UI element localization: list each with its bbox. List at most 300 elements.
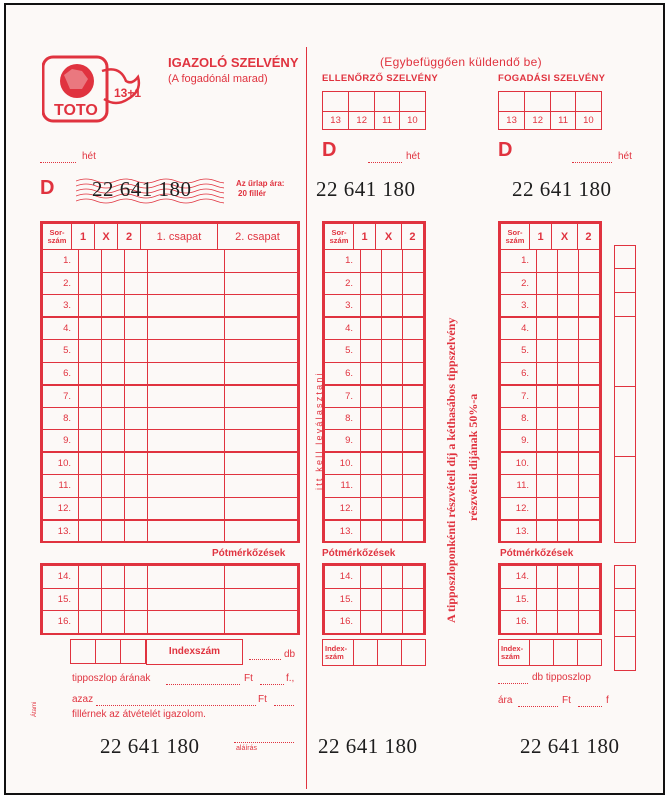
right-line2-dots1 bbox=[518, 706, 558, 707]
tip-cell[interactable] bbox=[102, 272, 125, 295]
tip-cell[interactable] bbox=[148, 430, 225, 453]
tip-cell[interactable] bbox=[225, 566, 298, 589]
tip-cell[interactable] bbox=[125, 295, 148, 318]
table-row bbox=[501, 362, 600, 385]
tip-cell[interactable] bbox=[225, 272, 298, 295]
right-index-box[interactable] bbox=[554, 640, 578, 666]
row-number: 12. bbox=[43, 497, 79, 520]
tip-cell[interactable] bbox=[579, 295, 600, 318]
right-strip-main[interactable] bbox=[614, 245, 636, 543]
index-box-1[interactable] bbox=[71, 640, 96, 664]
table-row bbox=[325, 340, 424, 363]
tip-cell[interactable] bbox=[537, 250, 558, 273]
signature-label: aláírás bbox=[236, 745, 258, 752]
tip-cell[interactable] bbox=[225, 362, 298, 385]
table-row bbox=[501, 520, 600, 543]
tip-cell[interactable] bbox=[125, 520, 148, 543]
tip-cell[interactable] bbox=[537, 385, 558, 408]
tip-cell[interactable] bbox=[225, 611, 298, 634]
tip-cell[interactable] bbox=[558, 566, 579, 589]
tip-cell[interactable] bbox=[225, 430, 298, 453]
tip-cell[interactable] bbox=[79, 250, 102, 273]
table-row bbox=[501, 250, 600, 273]
left-line2-b: Ft bbox=[258, 694, 267, 705]
tip-cell[interactable] bbox=[403, 272, 424, 295]
tip-cell[interactable] bbox=[79, 520, 102, 543]
tip-cell[interactable] bbox=[148, 340, 225, 363]
tip-cell[interactable] bbox=[537, 317, 558, 340]
right-extra-title: Pótmérkőzések bbox=[500, 548, 574, 559]
tip-cell[interactable] bbox=[382, 407, 403, 430]
tip-cell[interactable] bbox=[102, 317, 125, 340]
tip-cell[interactable] bbox=[125, 611, 148, 634]
tip-cell[interactable] bbox=[382, 520, 403, 543]
row-number: 5. bbox=[501, 340, 537, 363]
tip-cell[interactable] bbox=[361, 520, 382, 543]
table-row bbox=[501, 497, 600, 520]
tip-cell[interactable] bbox=[79, 272, 102, 295]
tip-cell[interactable] bbox=[558, 430, 579, 453]
left-line3: fillérnek az átvételét igazolom. bbox=[72, 709, 206, 720]
tip-cell[interactable] bbox=[79, 475, 102, 498]
tip-cell[interactable] bbox=[579, 497, 600, 520]
tip-cell[interactable] bbox=[403, 295, 424, 318]
tip-cell[interactable] bbox=[125, 588, 148, 611]
tip-cell[interactable] bbox=[403, 452, 424, 475]
tip-cell[interactable] bbox=[579, 362, 600, 385]
tip-cell[interactable] bbox=[579, 250, 600, 273]
middle-extra-rows-table bbox=[324, 565, 424, 634]
tip-cell[interactable] bbox=[102, 407, 125, 430]
tip-cell[interactable] bbox=[125, 407, 148, 430]
right-week-box-2[interactable] bbox=[525, 92, 551, 112]
left-subtitle: (A fogadónál marad) bbox=[168, 73, 268, 85]
tip-cell[interactable] bbox=[558, 385, 579, 408]
table-row bbox=[43, 566, 298, 589]
middle-index-box[interactable] bbox=[354, 640, 378, 666]
tip-cell[interactable] bbox=[225, 340, 298, 363]
left-index-label-box bbox=[146, 639, 243, 665]
right-line2-b: Ft bbox=[562, 695, 571, 706]
middle-index-box[interactable] bbox=[402, 640, 426, 666]
tip-cell[interactable] bbox=[148, 272, 225, 295]
tip-cell[interactable] bbox=[382, 317, 403, 340]
tip-cell[interactable] bbox=[148, 295, 225, 318]
row-number: 14. bbox=[325, 566, 361, 589]
right-db-dots bbox=[498, 683, 528, 684]
price-note-line1: Az űrlap ára: bbox=[236, 179, 285, 188]
left-db-label: db bbox=[284, 649, 296, 660]
right-line1: db tipposzlop bbox=[532, 672, 591, 683]
row-number: 13. bbox=[501, 520, 537, 543]
tip-cell[interactable] bbox=[403, 520, 424, 543]
strip-div bbox=[615, 316, 635, 317]
left-line1-dots1 bbox=[166, 684, 240, 685]
tip-cell[interactable] bbox=[125, 475, 148, 498]
table-row bbox=[43, 272, 298, 295]
tip-cell[interactable] bbox=[537, 452, 558, 475]
table-row bbox=[43, 430, 298, 453]
tip-cell[interactable] bbox=[382, 452, 403, 475]
tip-cell[interactable] bbox=[579, 385, 600, 408]
tip-cell[interactable] bbox=[102, 497, 125, 520]
table-row bbox=[325, 566, 424, 589]
left-week-dots bbox=[40, 162, 76, 163]
table-row bbox=[501, 452, 600, 475]
table-row bbox=[43, 497, 298, 520]
tip-cell[interactable] bbox=[125, 317, 148, 340]
tip-cell[interactable] bbox=[382, 340, 403, 363]
tip-cell[interactable] bbox=[382, 385, 403, 408]
tip-cell[interactable] bbox=[403, 362, 424, 385]
table-row bbox=[501, 566, 600, 589]
middle-col-2: 2 bbox=[401, 224, 423, 250]
tip-cell[interactable] bbox=[102, 385, 125, 408]
middle-top-note: (Egybefüggően küldendő be) bbox=[380, 55, 542, 69]
tip-cell[interactable] bbox=[558, 295, 579, 318]
tip-cell[interactable] bbox=[225, 520, 298, 543]
tip-cell[interactable] bbox=[382, 497, 403, 520]
tip-cell[interactable] bbox=[537, 497, 558, 520]
tip-cell[interactable] bbox=[102, 475, 125, 498]
tip-cell[interactable] bbox=[225, 317, 298, 340]
tip-cell[interactable] bbox=[403, 430, 424, 453]
tip-cell[interactable] bbox=[79, 452, 102, 475]
middle-week-box-4[interactable] bbox=[399, 92, 425, 112]
tip-cell[interactable] bbox=[579, 407, 600, 430]
tip-cell[interactable] bbox=[403, 317, 424, 340]
right-sorszam-a: Sor- bbox=[507, 227, 523, 237]
tip-cell[interactable] bbox=[79, 566, 102, 589]
right-week-digit: 11 bbox=[551, 112, 576, 130]
middle-header bbox=[324, 223, 424, 250]
tip-cell[interactable] bbox=[225, 497, 298, 520]
tip-cell[interactable] bbox=[579, 566, 600, 589]
tip-cell[interactable] bbox=[579, 430, 600, 453]
tip-cell[interactable] bbox=[382, 362, 403, 385]
tip-cell[interactable] bbox=[125, 385, 148, 408]
tip-cell[interactable] bbox=[537, 566, 558, 589]
row-number: 13. bbox=[325, 520, 361, 543]
tip-cell[interactable] bbox=[79, 497, 102, 520]
tip-cell[interactable] bbox=[148, 520, 225, 543]
tip-cell[interactable] bbox=[102, 430, 125, 453]
tip-cell[interactable] bbox=[361, 611, 382, 634]
logo-letters: TOTO bbox=[54, 102, 98, 119]
tip-cell[interactable] bbox=[537, 588, 558, 611]
tip-cell[interactable] bbox=[537, 407, 558, 430]
tip-cell[interactable] bbox=[125, 340, 148, 363]
right-col-x: X bbox=[552, 224, 578, 250]
middle-rows-table bbox=[324, 249, 424, 543]
tip-cell[interactable] bbox=[579, 475, 600, 498]
table-row bbox=[501, 385, 600, 408]
index-box-2[interactable] bbox=[96, 640, 121, 664]
row-number: 2. bbox=[501, 272, 537, 295]
tip-cell[interactable] bbox=[79, 295, 102, 318]
row-number: 10. bbox=[501, 452, 537, 475]
tip-cell[interactable] bbox=[102, 452, 125, 475]
tip-cell[interactable] bbox=[361, 452, 382, 475]
tip-cell[interactable] bbox=[579, 611, 600, 634]
row-number: 1. bbox=[43, 250, 79, 273]
tip-cell[interactable] bbox=[361, 497, 382, 520]
index-box-3[interactable] bbox=[121, 640, 146, 664]
tip-cell[interactable] bbox=[382, 250, 403, 273]
tip-cell[interactable] bbox=[403, 475, 424, 498]
tip-cell[interactable] bbox=[403, 588, 424, 611]
vertical-note-line2: részvételi díjának 50%-a bbox=[466, 393, 480, 521]
tip-cell[interactable] bbox=[558, 452, 579, 475]
tip-cell[interactable] bbox=[225, 588, 298, 611]
tip-cell[interactable] bbox=[225, 452, 298, 475]
tip-cell[interactable] bbox=[148, 317, 225, 340]
tip-cell[interactable] bbox=[225, 250, 298, 273]
row-number: 16. bbox=[501, 611, 537, 634]
middle-week-digit: 12 bbox=[349, 112, 375, 130]
tip-cell[interactable] bbox=[537, 295, 558, 318]
tip-cell[interactable] bbox=[125, 430, 148, 453]
tip-cell[interactable] bbox=[148, 362, 225, 385]
tip-cell[interactable] bbox=[125, 362, 148, 385]
table-row bbox=[325, 385, 424, 408]
table-row bbox=[325, 362, 424, 385]
tip-cell[interactable] bbox=[148, 497, 225, 520]
tip-cell[interactable] bbox=[558, 272, 579, 295]
right-col-2: 2 bbox=[577, 224, 599, 250]
signature-dots bbox=[234, 742, 294, 743]
tip-cell[interactable] bbox=[537, 430, 558, 453]
tip-cell[interactable] bbox=[148, 452, 225, 475]
tip-cell[interactable] bbox=[79, 407, 102, 430]
tip-cell[interactable] bbox=[148, 250, 225, 273]
right-index-box[interactable] bbox=[578, 640, 602, 666]
tip-cell[interactable] bbox=[558, 475, 579, 498]
row-number: 14. bbox=[501, 566, 537, 589]
tip-cell[interactable] bbox=[79, 385, 102, 408]
tip-cell[interactable] bbox=[361, 407, 382, 430]
right-week-digit: 10 bbox=[575, 112, 601, 130]
table-row bbox=[501, 430, 600, 453]
tip-cell[interactable] bbox=[361, 340, 382, 363]
right-week-box-3[interactable] bbox=[551, 92, 576, 112]
middle-week-box-3[interactable] bbox=[375, 92, 400, 112]
tip-cell[interactable] bbox=[403, 407, 424, 430]
tip-cell[interactable] bbox=[102, 520, 125, 543]
middle-week-boxes bbox=[322, 91, 426, 130]
tip-cell[interactable] bbox=[361, 475, 382, 498]
tip-cell[interactable] bbox=[148, 475, 225, 498]
tip-cell[interactable] bbox=[382, 295, 403, 318]
tip-cell[interactable] bbox=[225, 385, 298, 408]
tip-cell[interactable] bbox=[148, 588, 225, 611]
tip-cell[interactable] bbox=[361, 250, 382, 273]
left-line1-c: f., bbox=[286, 673, 295, 684]
middle-week-digit: 13 bbox=[323, 112, 349, 130]
middle-week-box-1[interactable] bbox=[323, 92, 349, 112]
tip-cell[interactable] bbox=[579, 520, 600, 543]
tip-cell[interactable] bbox=[382, 566, 403, 589]
left-rows bbox=[42, 249, 298, 543]
right-strip-extra[interactable] bbox=[614, 565, 636, 671]
tip-cell[interactable] bbox=[403, 250, 424, 273]
tip-cell[interactable] bbox=[102, 362, 125, 385]
left-sorszam-a: Sor- bbox=[49, 227, 65, 237]
tip-cell[interactable] bbox=[225, 475, 298, 498]
strip-div bbox=[615, 588, 635, 589]
table-row bbox=[325, 588, 424, 611]
tip-cell[interactable] bbox=[79, 430, 102, 453]
tip-cell[interactable] bbox=[102, 340, 125, 363]
middle-col-x: X bbox=[376, 224, 402, 250]
tip-cell[interactable] bbox=[148, 407, 225, 430]
tip-cell[interactable] bbox=[558, 250, 579, 273]
row-number: 9. bbox=[325, 430, 361, 453]
middle-week-dots bbox=[368, 162, 402, 163]
tip-cell[interactable] bbox=[382, 611, 403, 634]
middle-extra-title: Pótmérkőzések bbox=[322, 548, 396, 559]
divider-left bbox=[306, 47, 307, 789]
table-row bbox=[325, 520, 424, 543]
tip-cell[interactable] bbox=[537, 611, 558, 634]
right-bottom-serial: 22 641 180 bbox=[520, 734, 620, 758]
right-week-box-4[interactable] bbox=[575, 92, 601, 112]
tip-cell[interactable] bbox=[361, 588, 382, 611]
tip-cell[interactable] bbox=[79, 611, 102, 634]
tip-cell[interactable] bbox=[579, 588, 600, 611]
row-number: 4. bbox=[501, 317, 537, 340]
tip-cell[interactable] bbox=[579, 317, 600, 340]
strip-div bbox=[615, 292, 635, 293]
tip-cell[interactable] bbox=[558, 520, 579, 543]
tip-cell[interactable] bbox=[125, 566, 148, 589]
tip-cell[interactable] bbox=[361, 566, 382, 589]
right-week-boxes bbox=[498, 91, 602, 130]
tip-cell[interactable] bbox=[403, 497, 424, 520]
tip-cell[interactable] bbox=[148, 385, 225, 408]
tip-cell[interactable] bbox=[403, 566, 424, 589]
tip-cell[interactable] bbox=[579, 340, 600, 363]
table-row bbox=[43, 340, 298, 363]
row-number: 6. bbox=[325, 362, 361, 385]
row-number: 3. bbox=[325, 295, 361, 318]
table-row bbox=[501, 475, 600, 498]
tip-cell[interactable] bbox=[148, 611, 225, 634]
left-side-small: Átami bbox=[32, 701, 38, 717]
middle-serial: 22 641 180 bbox=[316, 177, 416, 201]
tip-cell[interactable] bbox=[361, 295, 382, 318]
tip-cell[interactable] bbox=[579, 452, 600, 475]
tip-cell[interactable] bbox=[558, 497, 579, 520]
tip-cell[interactable] bbox=[102, 588, 125, 611]
tip-cell[interactable] bbox=[102, 295, 125, 318]
row-number: 7. bbox=[501, 385, 537, 408]
tip-cell[interactable] bbox=[125, 272, 148, 295]
tip-cell[interactable] bbox=[79, 588, 102, 611]
tip-cell[interactable] bbox=[537, 520, 558, 543]
tip-cell[interactable] bbox=[403, 611, 424, 634]
table-row bbox=[325, 475, 424, 498]
tip-cell[interactable] bbox=[537, 362, 558, 385]
right-week-box-1[interactable] bbox=[499, 92, 525, 112]
strip-div bbox=[615, 610, 635, 611]
tip-cell[interactable] bbox=[125, 250, 148, 273]
tip-cell[interactable] bbox=[558, 317, 579, 340]
tip-cell[interactable] bbox=[361, 272, 382, 295]
tip-cell[interactable] bbox=[361, 385, 382, 408]
right-index-table bbox=[498, 639, 602, 666]
tip-cell[interactable] bbox=[403, 385, 424, 408]
tip-cell[interactable] bbox=[537, 340, 558, 363]
table-row bbox=[501, 295, 600, 318]
left-extra-rows-table bbox=[42, 565, 298, 634]
tip-cell[interactable] bbox=[558, 588, 579, 611]
right-index-b: szám bbox=[501, 651, 520, 661]
row-number: 7. bbox=[43, 385, 79, 408]
middle-week-box-2[interactable] bbox=[349, 92, 375, 112]
right-header bbox=[500, 223, 600, 250]
tip-cell[interactable] bbox=[382, 272, 403, 295]
row-number: 13. bbox=[43, 520, 79, 543]
tip-cell[interactable] bbox=[79, 317, 102, 340]
betting-slip-sheet bbox=[4, 3, 665, 795]
middle-index-box[interactable] bbox=[378, 640, 402, 666]
table-row bbox=[43, 588, 298, 611]
toto-logo bbox=[42, 55, 152, 125]
tip-cell[interactable] bbox=[558, 362, 579, 385]
tip-cell[interactable] bbox=[579, 272, 600, 295]
tip-cell[interactable] bbox=[125, 497, 148, 520]
tip-cell[interactable] bbox=[558, 611, 579, 634]
row-number: 11. bbox=[43, 475, 79, 498]
tip-cell[interactable] bbox=[148, 566, 225, 589]
row-number: 12. bbox=[325, 497, 361, 520]
tip-cell[interactable] bbox=[537, 272, 558, 295]
tip-cell[interactable] bbox=[79, 362, 102, 385]
tip-cell[interactable] bbox=[558, 407, 579, 430]
tip-cell[interactable] bbox=[382, 430, 403, 453]
middle-title: ELLENŐRZŐ SZELVÉNY bbox=[322, 73, 439, 84]
tip-cell[interactable] bbox=[79, 340, 102, 363]
left-extra-title: Pótmérkőzések bbox=[212, 548, 286, 559]
tip-cell[interactable] bbox=[382, 475, 403, 498]
tip-cell[interactable] bbox=[403, 340, 424, 363]
tip-cell[interactable] bbox=[102, 250, 125, 273]
right-index-box[interactable] bbox=[530, 640, 554, 666]
right-serial: 22 641 180 bbox=[512, 177, 612, 201]
middle-week-label: hét bbox=[406, 151, 420, 162]
row-number: 3. bbox=[501, 295, 537, 318]
tip-cell[interactable] bbox=[225, 295, 298, 318]
middle-sorszam-b: szám bbox=[329, 235, 349, 245]
right-week-digit: 12 bbox=[525, 112, 551, 130]
tip-cell[interactable] bbox=[361, 430, 382, 453]
middle-bottom-serial: 22 641 180 bbox=[318, 734, 418, 758]
tip-cell[interactable] bbox=[102, 566, 125, 589]
tip-cell[interactable] bbox=[558, 340, 579, 363]
tip-cell[interactable] bbox=[361, 317, 382, 340]
row-number: 1. bbox=[325, 250, 361, 273]
tip-cell[interactable] bbox=[361, 362, 382, 385]
tip-cell[interactable] bbox=[382, 588, 403, 611]
table-row bbox=[43, 317, 298, 340]
tip-cell[interactable] bbox=[125, 452, 148, 475]
tip-cell[interactable] bbox=[225, 407, 298, 430]
tip-cell[interactable] bbox=[537, 475, 558, 498]
row-number: 9. bbox=[501, 430, 537, 453]
tip-cell[interactable] bbox=[102, 611, 125, 634]
row-number: 7. bbox=[325, 385, 361, 408]
